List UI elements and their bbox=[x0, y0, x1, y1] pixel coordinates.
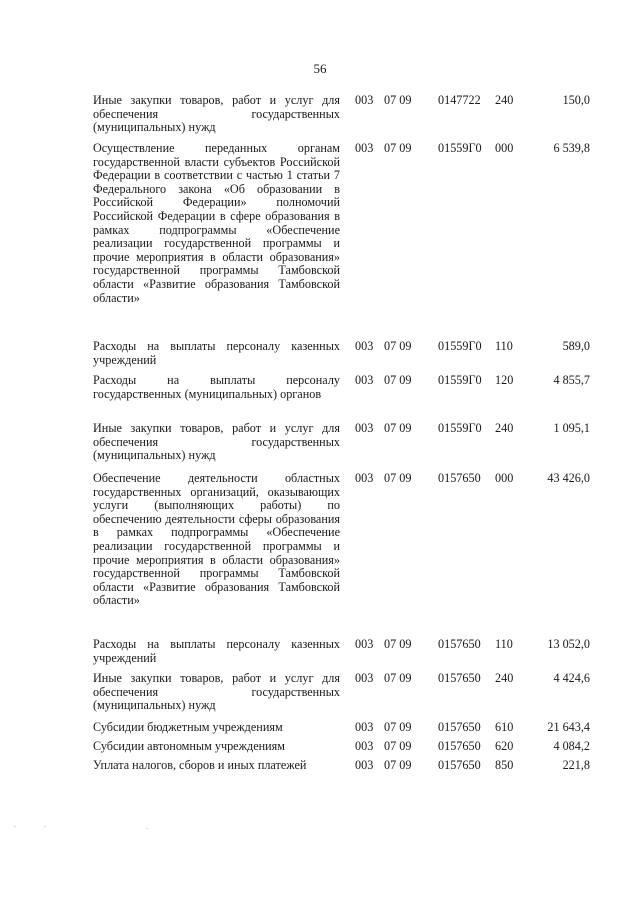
admin-code: 003 bbox=[355, 421, 374, 435]
expense-type-code: 110 bbox=[495, 339, 513, 353]
admin-code: 003 bbox=[355, 141, 374, 155]
target-code: 0147722 bbox=[438, 93, 481, 107]
table-row bbox=[0, 93, 640, 135]
amount: 1 095,1 bbox=[553, 421, 590, 435]
target-code: 0157650 bbox=[438, 739, 481, 753]
expense-type-code: 620 bbox=[495, 739, 514, 753]
row-description: Расходы на выплаты персоналу казенных учреждений bbox=[93, 637, 340, 665]
section-code: 07 09 bbox=[384, 421, 412, 435]
admin-code: 003 bbox=[355, 339, 374, 353]
section-code: 07 09 bbox=[384, 671, 412, 685]
table-row bbox=[0, 637, 640, 665]
admin-code: 003 bbox=[355, 720, 374, 734]
amount: 43 426,0 bbox=[547, 471, 590, 485]
target-code: 01559Г0 bbox=[438, 421, 482, 435]
expense-type-code: 610 bbox=[495, 720, 514, 734]
amount: 13 052,0 bbox=[547, 637, 590, 651]
amount: 4 084,2 bbox=[553, 739, 590, 753]
admin-code: 003 bbox=[355, 373, 374, 387]
section-code: 07 09 bbox=[384, 93, 412, 107]
scan-speck bbox=[44, 826, 46, 827]
table-row bbox=[0, 671, 640, 713]
amount: 6 539,8 bbox=[553, 141, 590, 155]
scan-speck bbox=[146, 828, 148, 829]
row-description: Иные закупки товаров, работ и услуг для обеспечения государственных (муниципальных) нужд bbox=[93, 421, 340, 463]
target-code: 0157650 bbox=[438, 637, 481, 651]
row-description: Иные закупки товаров, работ и услуг для обеспечения государственных (муниципальных) нужд bbox=[93, 671, 340, 713]
section-code: 07 09 bbox=[384, 758, 412, 772]
table-row bbox=[0, 339, 640, 367]
expense-type-code: 000 bbox=[495, 141, 514, 155]
row-description: Расходы на выплаты персоналу государственных (муниципальных) органов bbox=[93, 373, 340, 401]
amount: 4 424,6 bbox=[553, 671, 590, 685]
target-code: 0157650 bbox=[438, 471, 481, 485]
expense-type-code: 240 bbox=[495, 93, 514, 107]
scan-speck bbox=[14, 826, 16, 827]
section-code: 07 09 bbox=[384, 720, 412, 734]
row-description: Осуществление переданных органам государственной власти субъектов Российской Федерации в соответствии с частью 1 статьи 7 Федерального закона «Об образовании в Российской Федерации» полномочий Российской Федерации в сфере образования в рамках подпрограммы «Обеспечение реализации государственной программы и прочие мероприятия в области образования» государственной программы Тамбовской области «Развитие образования Тамбовской области» bbox=[93, 141, 340, 305]
admin-code: 003 bbox=[355, 471, 374, 485]
expense-type-code: 000 bbox=[495, 471, 514, 485]
section-code: 07 09 bbox=[384, 141, 412, 155]
expense-type-code: 240 bbox=[495, 421, 514, 435]
amount: 21 643,4 bbox=[547, 720, 590, 734]
amount: 150,0 bbox=[562, 93, 590, 107]
table-row bbox=[0, 141, 640, 305]
admin-code: 003 bbox=[355, 671, 374, 685]
row-description: Расходы на выплаты персоналу казенных учреждений bbox=[93, 339, 340, 367]
admin-code: 003 bbox=[355, 637, 374, 651]
row-description: Субсидии бюджетным учреждениям bbox=[93, 720, 283, 734]
amount: 221,8 bbox=[562, 758, 590, 772]
table-row bbox=[0, 740, 640, 754]
table-row bbox=[0, 471, 640, 608]
target-code: 0157650 bbox=[438, 758, 481, 772]
section-code: 07 09 bbox=[384, 471, 412, 485]
row-description: Иные закупки товаров, работ и услуг для обеспечения государственных (муниципальных) нужд bbox=[93, 93, 340, 135]
expense-type-code: 240 bbox=[495, 671, 514, 685]
row-description: Обеспечение деятельности областных государственных организаций, оказывающих услуги (выполняющих работы) по обеспечению деятельности сферы образования в рамках подпрограммы «Обеспечение реализации государственной программы и прочие мероприятия в области образования» государственной программы Тамбовской области «Развитие образования Тамбовской области» bbox=[93, 471, 340, 608]
admin-code: 003 bbox=[355, 739, 374, 753]
table-row bbox=[0, 721, 640, 735]
expense-type-code: 110 bbox=[495, 637, 513, 651]
section-code: 07 09 bbox=[384, 637, 412, 651]
target-code: 0157650 bbox=[438, 671, 481, 685]
page-number: 56 bbox=[313, 61, 327, 76]
amount: 4 855,7 bbox=[553, 373, 590, 387]
target-code: 01559Г0 bbox=[438, 339, 482, 353]
expense-type-code: 850 bbox=[495, 758, 514, 772]
table-row bbox=[0, 421, 640, 463]
amount: 589,0 bbox=[562, 339, 590, 353]
expense-type-code: 120 bbox=[495, 373, 514, 387]
row-description: Субсидии автономным учреждениям bbox=[93, 739, 285, 753]
target-code: 01559Г0 bbox=[438, 141, 482, 155]
section-code: 07 09 bbox=[384, 373, 412, 387]
admin-code: 003 bbox=[355, 93, 374, 107]
section-code: 07 09 bbox=[384, 739, 412, 753]
table-row bbox=[0, 373, 640, 401]
section-code: 07 09 bbox=[384, 339, 412, 353]
row-description: Уплата налогов, сборов и иных платежей bbox=[93, 758, 307, 772]
table-row bbox=[0, 759, 640, 773]
target-code: 0157650 bbox=[438, 720, 481, 734]
admin-code: 003 bbox=[355, 758, 374, 772]
target-code: 01559Г0 bbox=[438, 373, 482, 387]
